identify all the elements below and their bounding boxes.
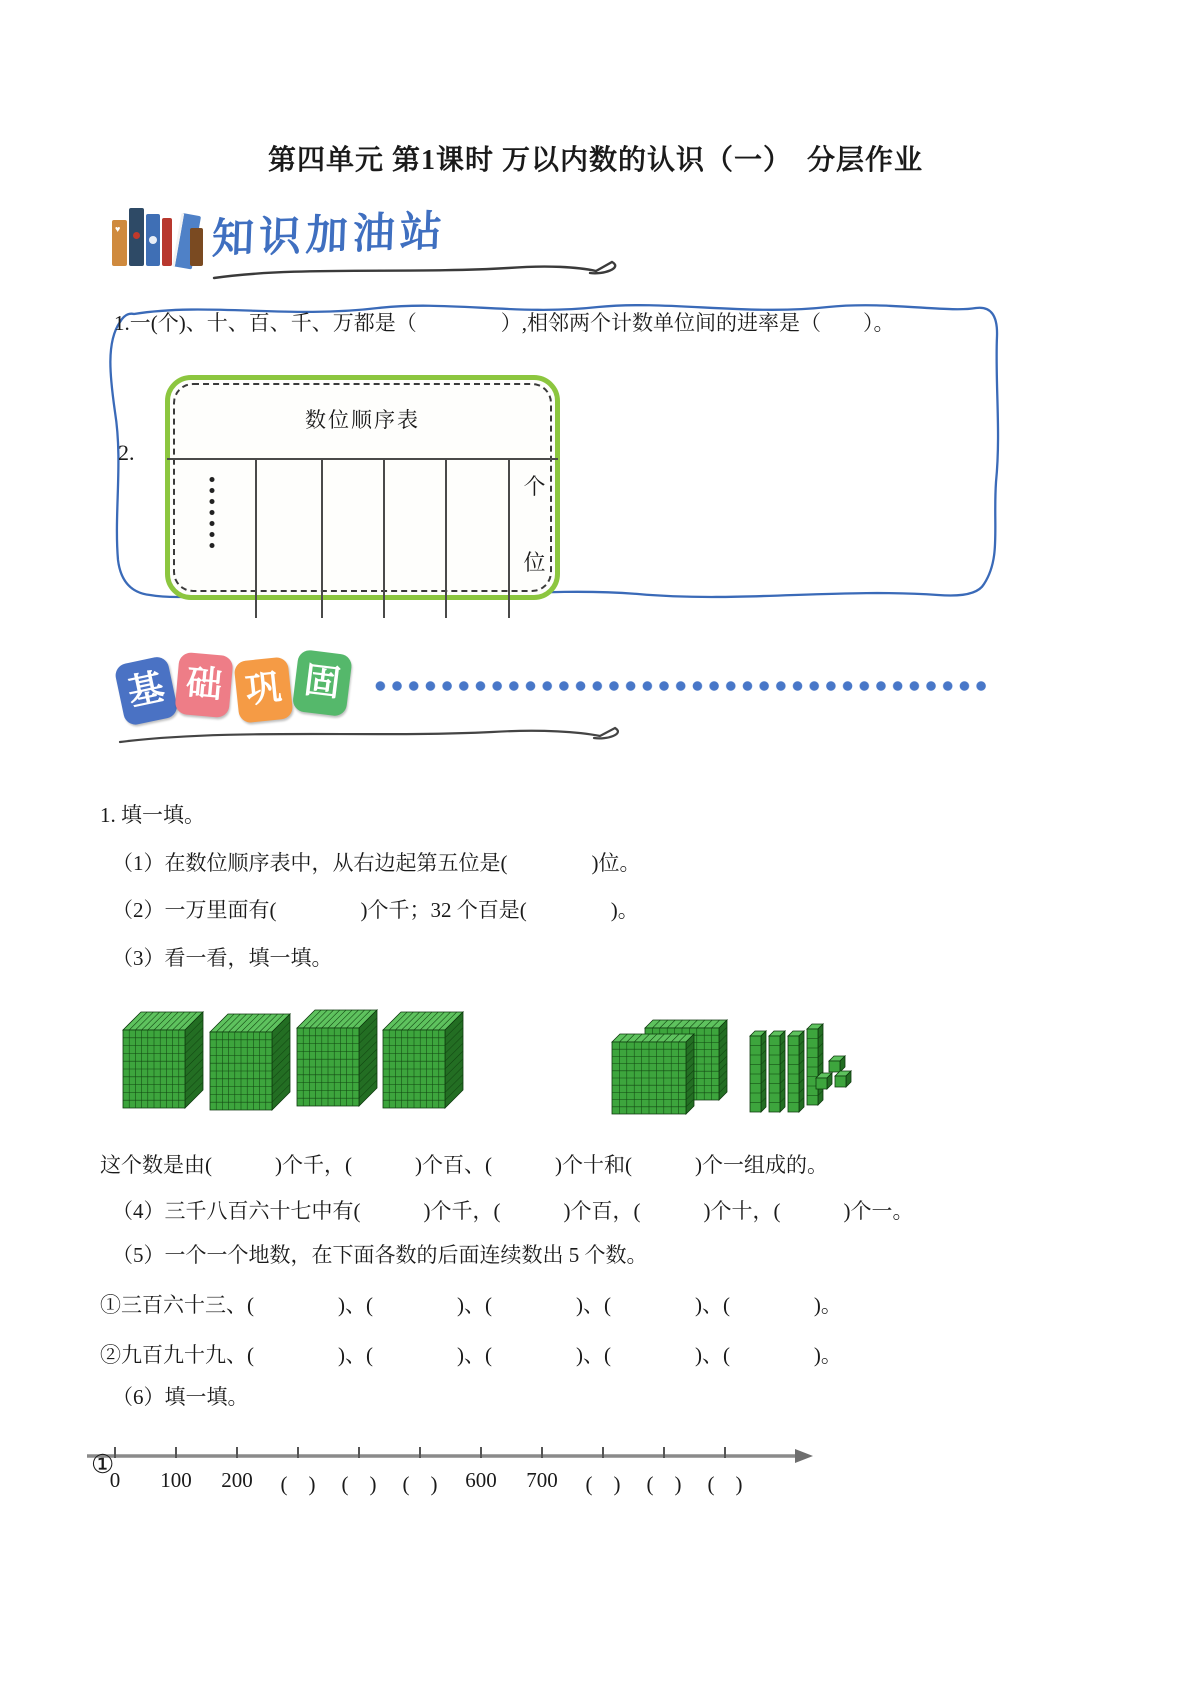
numline-label: 600 xyxy=(465,1468,497,1492)
book-spine-icon xyxy=(129,208,144,266)
numline-label: ( ) xyxy=(402,1472,438,1496)
one-cube xyxy=(835,1071,851,1087)
badge-tile: 巩 xyxy=(233,656,293,723)
thousand-cube xyxy=(297,1010,377,1106)
knowledge-badge-title: 知识加油站 xyxy=(211,205,448,264)
question-1-5-b: ②九百九十九、( )、( )、( )、( )、( )。 xyxy=(100,1343,842,1367)
question-1-6: （6）填一填。 xyxy=(112,1385,249,1409)
thousand-cube xyxy=(383,1012,463,1108)
base-ten-blocks-illustration xyxy=(115,998,885,1120)
question-1-5-a: ①三百六十三、( )、( )、( )、( )、( )。 xyxy=(100,1293,842,1317)
book-spine-icon xyxy=(146,214,160,266)
question-1-4: （4）三千八百六十七中有( )个千，( )个百，( )个十，( )个一。 xyxy=(112,1199,914,1223)
question-1-2: （2）一万里面有( )个千；32 个百是( )。 xyxy=(112,898,639,922)
table-column-line xyxy=(321,458,323,618)
place-value-table-title: 数位顺序表 xyxy=(305,408,420,432)
question-1-3: （3）看一看，填一填。 xyxy=(112,946,333,970)
section-badge-tiles xyxy=(118,654,354,716)
numline-item-circle: ① xyxy=(91,1450,115,1479)
book-spine-icon xyxy=(162,218,172,266)
place-value-table xyxy=(165,375,560,600)
pencil-swoosh-icon xyxy=(112,722,632,752)
numline-label: 200 xyxy=(221,1468,253,1492)
arrowhead-icon xyxy=(795,1449,813,1463)
number-line-figure xyxy=(85,1436,845,1506)
table-column-line xyxy=(383,458,385,618)
badge-tile: 固 xyxy=(292,649,353,717)
ones-place-bottom-label: 位 xyxy=(523,550,546,575)
ten-rod xyxy=(750,1031,766,1112)
number-line-axis xyxy=(85,1436,825,1468)
ten-rod xyxy=(807,1024,823,1105)
books-icon xyxy=(112,204,204,266)
hundred-flat xyxy=(612,1034,694,1114)
ten-rod xyxy=(788,1031,804,1112)
badge-tile: 础 xyxy=(174,652,233,718)
numline-label: 700 xyxy=(526,1468,558,1492)
book-spine-icon xyxy=(112,220,127,266)
numline-label: ( ) xyxy=(646,1472,682,1496)
numline-label: ( ) xyxy=(585,1472,621,1496)
numline-label: 0 xyxy=(109,1468,121,1492)
question-1-heading: 1. 填一填。 xyxy=(100,803,205,827)
pencil-swoosh-icon xyxy=(208,258,628,288)
thousand-cube xyxy=(210,1014,290,1110)
basic-section-header xyxy=(0,648,1191,748)
dotted-leader xyxy=(372,680,992,692)
table-column-line xyxy=(255,458,257,618)
question-1-5: （5）一个一个地数，在下面各数的后面连续数出 5 个数。 xyxy=(112,1243,648,1267)
question-1-1: （1）在数位顺序表中，从右边起第五位是( )位。 xyxy=(112,851,641,875)
table-header-line xyxy=(167,458,558,460)
book-spine-icon xyxy=(190,228,203,266)
one-cube xyxy=(816,1073,832,1089)
numline-label: ( ) xyxy=(280,1472,316,1496)
knowledge-question-2-label: 2. xyxy=(118,440,135,465)
numline-label: 100 xyxy=(160,1468,192,1492)
table-column-line xyxy=(508,458,510,618)
thousand-cube xyxy=(123,1012,203,1108)
one-cube xyxy=(829,1056,845,1072)
knowledge-question-1: 1.一(个)、十、百、千、万都是（ ）,相邻两个计数单位间的进率是（ ）。 xyxy=(114,311,895,335)
numline-label: ( ) xyxy=(707,1472,743,1496)
table-column-line xyxy=(445,458,447,618)
ten-rod xyxy=(769,1031,785,1112)
page-title: 第四单元 第1课时 万以内数的认识（一） 分层作业 xyxy=(267,145,923,176)
number-line-labels xyxy=(85,1468,845,1500)
ones-place-top-label: 个 xyxy=(523,474,546,499)
badge-tile: 基 xyxy=(113,655,179,727)
ellipsis-dots-icon xyxy=(208,474,216,552)
knowledge-box xyxy=(98,292,1006,624)
numline-label: ( ) xyxy=(341,1472,377,1496)
question-1-3-answer-line: 这个数是由( )个千，( )个百、( )个十和( )个一组成的。 xyxy=(100,1153,828,1177)
